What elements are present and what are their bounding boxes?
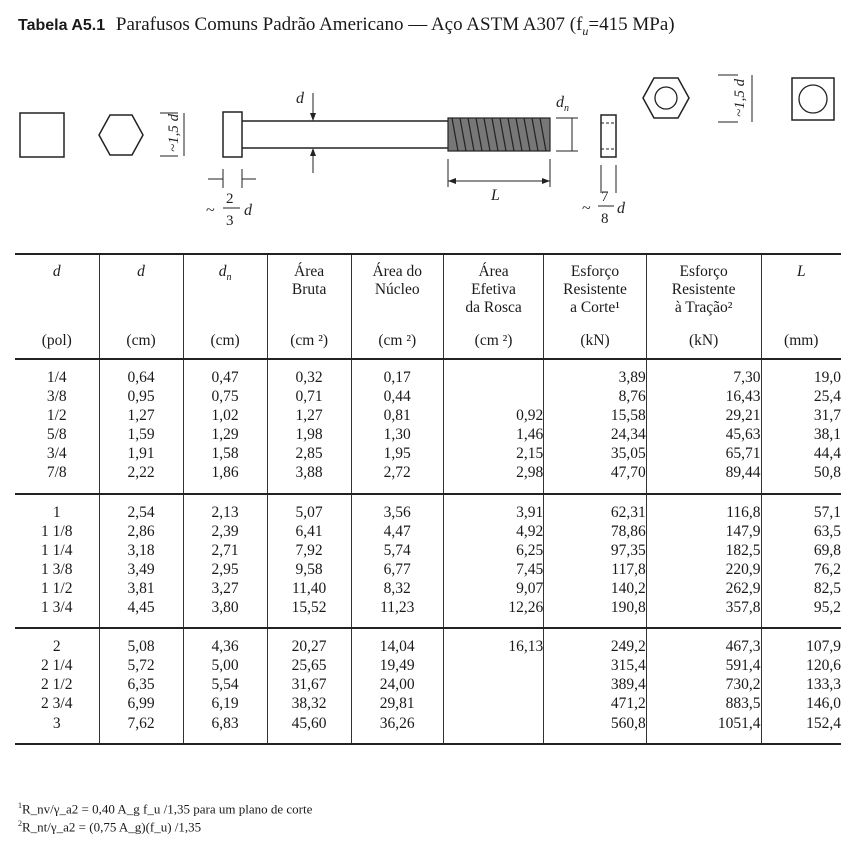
cell-value: 5,00 [211,657,239,675]
cell-value: 2 1/2 [41,676,73,694]
table-cell [15,494,99,629]
cell-value: 82,5 [813,579,841,597]
cell-value: 6,99 [127,695,155,713]
cell-value: 2,54 [127,503,155,521]
cell-value: 8,32 [383,579,411,597]
cell-value: 44,4 [813,445,841,463]
cell-value: 20,27 [291,638,327,656]
cell-value: 591,4 [725,657,761,675]
cell-value: 1 1/4 [41,541,73,559]
cell-value: 315,4 [610,657,646,675]
table-cell [443,494,543,629]
hex-nut-icon [643,78,689,118]
cell-value: 107,9 [806,638,841,656]
cell-value: 4,45 [127,599,155,617]
cell-value: 2,15 [516,445,544,463]
cell-value: 1,98 [295,426,323,444]
bolt-table [15,253,841,745]
table-cell [267,628,351,743]
cell-value: 1,02 [211,407,239,425]
cell-value: 182,5 [725,541,761,559]
bolt-head [223,112,242,157]
table-cell [99,494,183,629]
cell-value: 35,05 [610,445,646,463]
cell-value: 5,07 [295,503,323,521]
table-cell [15,359,99,494]
table-cell [351,359,443,494]
table-cell [443,359,543,494]
cell-value: 50,8 [813,464,841,482]
cell-value: 11,40 [291,579,327,597]
footnotes [18,798,312,835]
cell-value: 36,26 [379,714,415,732]
cell-value: 2,85 [295,445,323,463]
cell-value [444,675,543,694]
cell-value: 140,2 [610,579,646,597]
nut-height-label: ~1,5 d [732,78,748,117]
cell-value [444,387,543,406]
nut-side [601,115,616,157]
header-tracao: Esforço Resistente à Tração² (kN) [646,254,761,359]
cell-value: 117,8 [611,560,646,578]
cell-value: 38,1 [813,426,841,444]
cell-value: 146,0 [806,695,841,713]
header-area-bruta: Área Bruta (cm ²) [267,254,351,359]
square-nut-icon [792,78,834,120]
cell-value: 1 1/2 [41,579,73,597]
cell-value [444,694,543,713]
cell-value: 120,6 [806,657,841,675]
nut-width-num: 7 [601,189,609,205]
cell-value: 1,46 [516,426,544,444]
cell-value: 5,08 [127,638,155,656]
cell-value: 76,2 [813,560,841,578]
cell-value [444,368,543,387]
cell-value: 3,88 [295,464,323,482]
footnote-1: $^1$R_nv/γ_a2 = 0,40 A_g f_u /1,35 para um plano de corte [18,801,313,817]
cell-value: 31,7 [813,407,841,425]
cell-value: 6,35 [127,676,155,694]
cell-value: 9,07 [516,579,544,597]
cell-value: 7,30 [733,369,761,386]
table-row [15,628,841,743]
cell-value: 0,95 [127,388,155,406]
cell-value: 357,8 [725,599,761,617]
hex-head-icon [99,115,143,155]
table-cell [267,494,351,629]
table-cell [761,494,841,629]
head-width-prefix: ~ [206,202,215,219]
header-d-pol: d (pol) [15,254,99,359]
cell-value: 5,72 [127,657,155,675]
cell-value: 220,9 [725,560,761,578]
header-dn: $d_n$ (cm) [183,254,267,359]
cell-value: 6,41 [295,522,323,540]
cell-value: 45,60 [291,714,327,732]
cell-value: 2,13 [211,503,239,521]
cell-value: 0,17 [383,369,411,386]
table-cell [544,494,646,629]
cell-value: 57,1 [813,503,841,521]
cell-value: 2,98 [516,464,544,482]
cell-value: 3,27 [211,579,239,597]
cell-value: 1,59 [127,426,155,444]
cell-value: 14,04 [379,638,415,656]
cell-value: 15,52 [291,599,327,617]
d-label: d [296,90,304,107]
cell-value: 5,74 [383,541,411,559]
table-row [15,359,841,494]
cell-value: 883,5 [725,695,761,713]
cell-value: 1 3/4 [41,599,73,617]
cell-value: 471,2 [610,695,646,713]
cell-value: 7,92 [295,541,323,559]
cell-value: 1,27 [127,407,155,425]
cell-value: 1/2 [46,407,67,425]
cell-value: 69,8 [813,541,841,559]
table-cell [646,494,761,629]
table-cell [351,494,443,629]
nut-width-prefix: ~ [582,200,591,217]
title-tail: =415 MPa) [588,14,675,35]
cell-value: 15,58 [610,407,646,425]
cell-value: 1051,4 [717,714,761,732]
cell-value: 3,56 [383,503,411,521]
table-row [15,494,841,629]
cell-value: 24,00 [379,676,415,694]
cell-value: 63,5 [813,522,841,540]
cell-value: 3 [52,714,61,732]
table-cell [761,628,841,743]
table-group-3 [15,628,841,743]
cell-value: 2,22 [127,464,155,482]
cell-value: 0,81 [383,407,411,425]
cell-value: 2,72 [383,464,411,482]
cell-value [444,656,543,675]
table-cell [351,628,443,743]
cell-value: 0,44 [383,388,411,406]
cell-value: 467,3 [725,638,761,656]
table-cell [99,628,183,743]
cell-value: 8,76 [618,388,646,406]
table-header-row [15,254,841,359]
cell-value: 11,23 [380,599,415,617]
cell-value: 16,43 [725,388,761,406]
cell-value: 6,83 [211,714,239,732]
cell-value: 3,81 [127,579,155,597]
cell-value: 1 [52,503,61,521]
cell-value: 5,54 [211,676,239,694]
table-cell [183,494,267,629]
cell-value: 19,49 [379,657,415,675]
nut-width-var: d [617,200,625,217]
cell-value: 3,18 [127,541,155,559]
cell-value: 116,8 [726,503,761,521]
cell-value: 65,71 [725,445,761,463]
cell-value: 0,71 [295,388,323,406]
cell-value: 0,32 [295,369,323,386]
header-d-cm: d (cm) [99,254,183,359]
header-L: L (mm) [761,254,841,359]
cell-value: 31,67 [291,676,327,694]
table-cell [443,628,543,743]
cell-value: 4,36 [211,638,239,656]
table-cell [15,628,99,743]
cell-value: 47,70 [610,464,646,482]
cell-value: 3/4 [46,445,67,463]
cell-value: 0,92 [516,407,544,425]
dn-subscript: n [564,103,569,114]
dn-label: d [556,94,564,111]
cell-value: 89,44 [725,464,761,482]
cell-value: 16,13 [508,638,544,656]
cell-value: 3,80 [211,599,239,617]
cell-value: 1,27 [295,407,323,425]
cell-value: 1,58 [211,445,239,463]
cell-value: 1/4 [46,369,67,386]
table-group-1 [15,359,841,494]
cell-value: 249,2 [610,638,646,656]
square-head-icon [20,113,64,157]
cell-value: 2,71 [211,541,239,559]
header-area-rosca: Área Efetiva da Rosca (cm ²) [443,254,543,359]
cell-value: 6,19 [211,695,239,713]
table-cell [544,359,646,494]
cell-value: 45,63 [725,426,761,444]
cell-value: 2,86 [127,522,155,540]
cell-value: 0,47 [211,369,239,386]
header-area-nucleo: Área do Núcleo (cm ²) [351,254,443,359]
cell-value: 560,8 [610,714,646,732]
cell-value: 1 3/8 [41,560,73,578]
cell-value: 1,29 [211,426,239,444]
cell-value: 6,25 [516,541,544,559]
cell-value: 1,91 [127,445,155,463]
footnote-2: $^2$R_nt/γ_a2 = (0,75 A_g)(f_u) /1,35 [18,819,202,835]
table-cell [99,359,183,494]
cell-value: 2,95 [211,560,239,578]
cell-value: 7/8 [46,464,67,482]
table-cell [183,359,267,494]
table-number: Tabela A5.1 [18,17,106,34]
cell-value: 95,2 [813,599,841,617]
cell-value: 3,49 [127,560,155,578]
table-cell [646,628,761,743]
cell-value: 62,31 [610,503,646,521]
table-title-text: Parafusos Comuns Padrão Americano — Aço ASTM A307 (f [115,14,583,35]
cell-value: 5/8 [46,426,67,444]
cell-value: 3/8 [46,388,67,406]
head-width-num: 2 [226,191,234,207]
cell-value: 29,21 [725,407,761,425]
cell-value: 29,81 [379,695,415,713]
cell-value: 152,4 [806,714,841,732]
cell-value: 7,45 [516,560,544,578]
cell-value: 25,65 [291,657,327,675]
cell-value: 1,95 [383,445,411,463]
cell-value: 147,9 [725,522,761,540]
cell-value [444,714,543,733]
head-height-label: ~1,5 d [166,113,182,152]
table-group-2 [15,494,841,629]
cell-value: 25,4 [813,388,841,406]
cell-value: 4,92 [516,522,544,540]
cell-value: 6,77 [383,560,411,578]
cell-value: 262,9 [725,579,761,597]
cell-value: 133,3 [806,676,841,694]
cell-value: 9,58 [295,560,323,578]
cell-value: 19,0 [813,369,841,386]
cell-value: 2 3/4 [41,695,73,713]
cell-value: 389,4 [610,676,646,694]
cell-value: 4,47 [383,522,411,540]
nut-width-den: 8 [601,211,609,227]
cell-value: 1,86 [211,464,239,482]
head-width-var: d [244,202,252,219]
table-cell [183,628,267,743]
cell-value: 3,91 [516,503,544,521]
head-width-den: 3 [226,213,234,229]
cell-value: 0,75 [211,388,239,406]
cell-value: 2,39 [211,522,239,540]
L-label: L [491,187,500,204]
svg-text:dn [556,94,569,114]
cell-value: 3,89 [618,369,646,386]
header-corte: Esforço Resistente a Corte¹ (kN) [544,254,646,359]
cell-value: 2 1/4 [41,657,73,675]
table-cell [267,359,351,494]
cell-value: 1,30 [383,426,411,444]
cell-value: 7,62 [127,714,155,732]
cell-value: 97,35 [610,541,646,559]
table-cell [761,359,841,494]
bolt-diagram [0,55,851,235]
table-cell [646,359,761,494]
cell-value: 1 1/8 [41,522,73,540]
cell-value: 38,32 [291,695,327,713]
cell-value: 24,34 [610,426,646,444]
cell-value: 190,8 [610,599,646,617]
cell-value: 2 [52,638,61,656]
title-subscript: u [582,23,589,38]
cell-value: 0,64 [127,369,155,386]
table-title [18,14,675,39]
cell-value: 78,86 [610,522,646,540]
cell-value: 12,26 [508,599,544,617]
table-cell [544,628,646,743]
cell-value: 730,2 [725,676,761,694]
